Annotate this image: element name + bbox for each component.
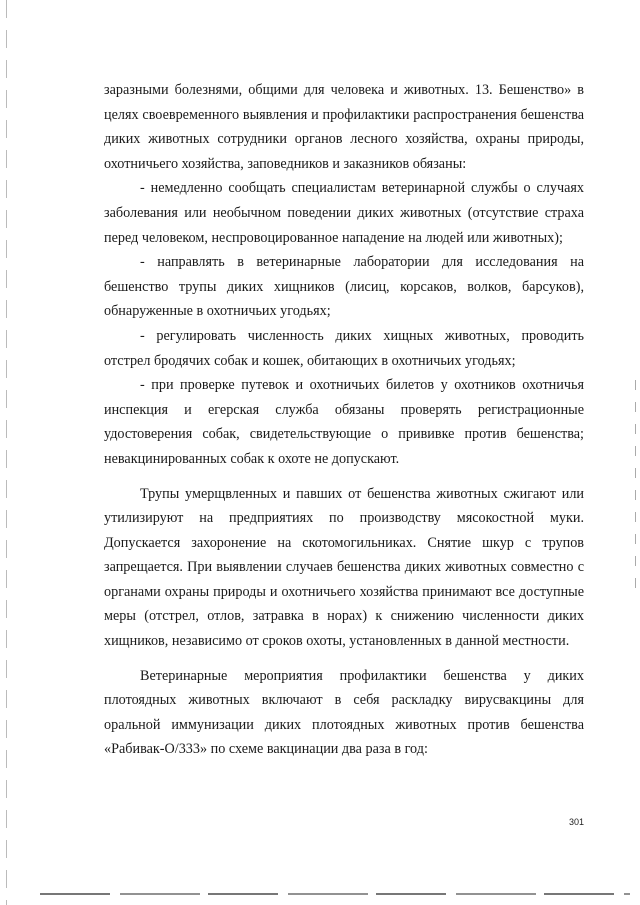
list-item-send-to-lab: - направлять в ветеринарные лаборатории для исследования на бешенство трупы диких хищников (лисиц, корсаков, волков, барсуков), обнаруженные в охотничьих угодьях; <box>104 254 584 320</box>
paragraph-carcasses: Трупы умерщвленных и павших от бешенства животных сжигают или утилизируют на предприятиях по производству мясокостной муки. Допускается захоронение на скотомогильниках. Снятие шкур с трупов запрещается. При выявлении случаев бешенства диких животных совместно с органами охраны природы и охотничьего хозяйства принимают все доступные меры (отстрел, отлов, затравка в норах) к снижению численности диких хищников, независимо от сроков охоты, установленных в данной местности. <box>104 485 584 650</box>
scan-edge-right <box>635 380 636 600</box>
page-number: 301 <box>568 817 584 827</box>
page-body <box>104 78 584 762</box>
paragraph-vaccination: Ветеринарные мероприятия профилактики бешенства у диких плотоядных животных включают в себя раскладку вирусвакцины для оральной иммунизации диких плотоядных животных против бешенства «Рабивак-О/333» по схеме вакцинации два раза в год: <box>104 667 584 758</box>
list-item-inspection: - при проверке путевок и охотничьих билетов у охотников охотничья инспекция и егерская служба обязаны проверять регистрационные удостоверения собак, свидетельствующие о прививке против бешенства; невакцинированных собак к охоте не допускают. <box>104 377 584 467</box>
scan-bottom-edge <box>40 893 630 895</box>
list-item-report: - немедленно сообщать специалистам ветеринарной службы о случаях заболевания или необычном поведении диких животных (отсутствие страха перед человеком, неспровоцированное нападение на людей или животных); <box>104 180 584 246</box>
paragraph-intro: заразными болезнями, общими для человека и животных. 13. Бешенство» в целях своевременного выявления и профилактики распространения бешенства диких животных сотрудники органов лесного хозяйства, охраны природы, охотничьего хозяйства, заповедников и заказников обязаны: <box>104 82 584 172</box>
list-item-regulate: - регулировать численность диких хищных животных, проводить отстрел бродячих собак и кошек, обитающих в охотничьих угодьях; <box>104 327 584 369</box>
scan-edge-left <box>6 0 7 905</box>
